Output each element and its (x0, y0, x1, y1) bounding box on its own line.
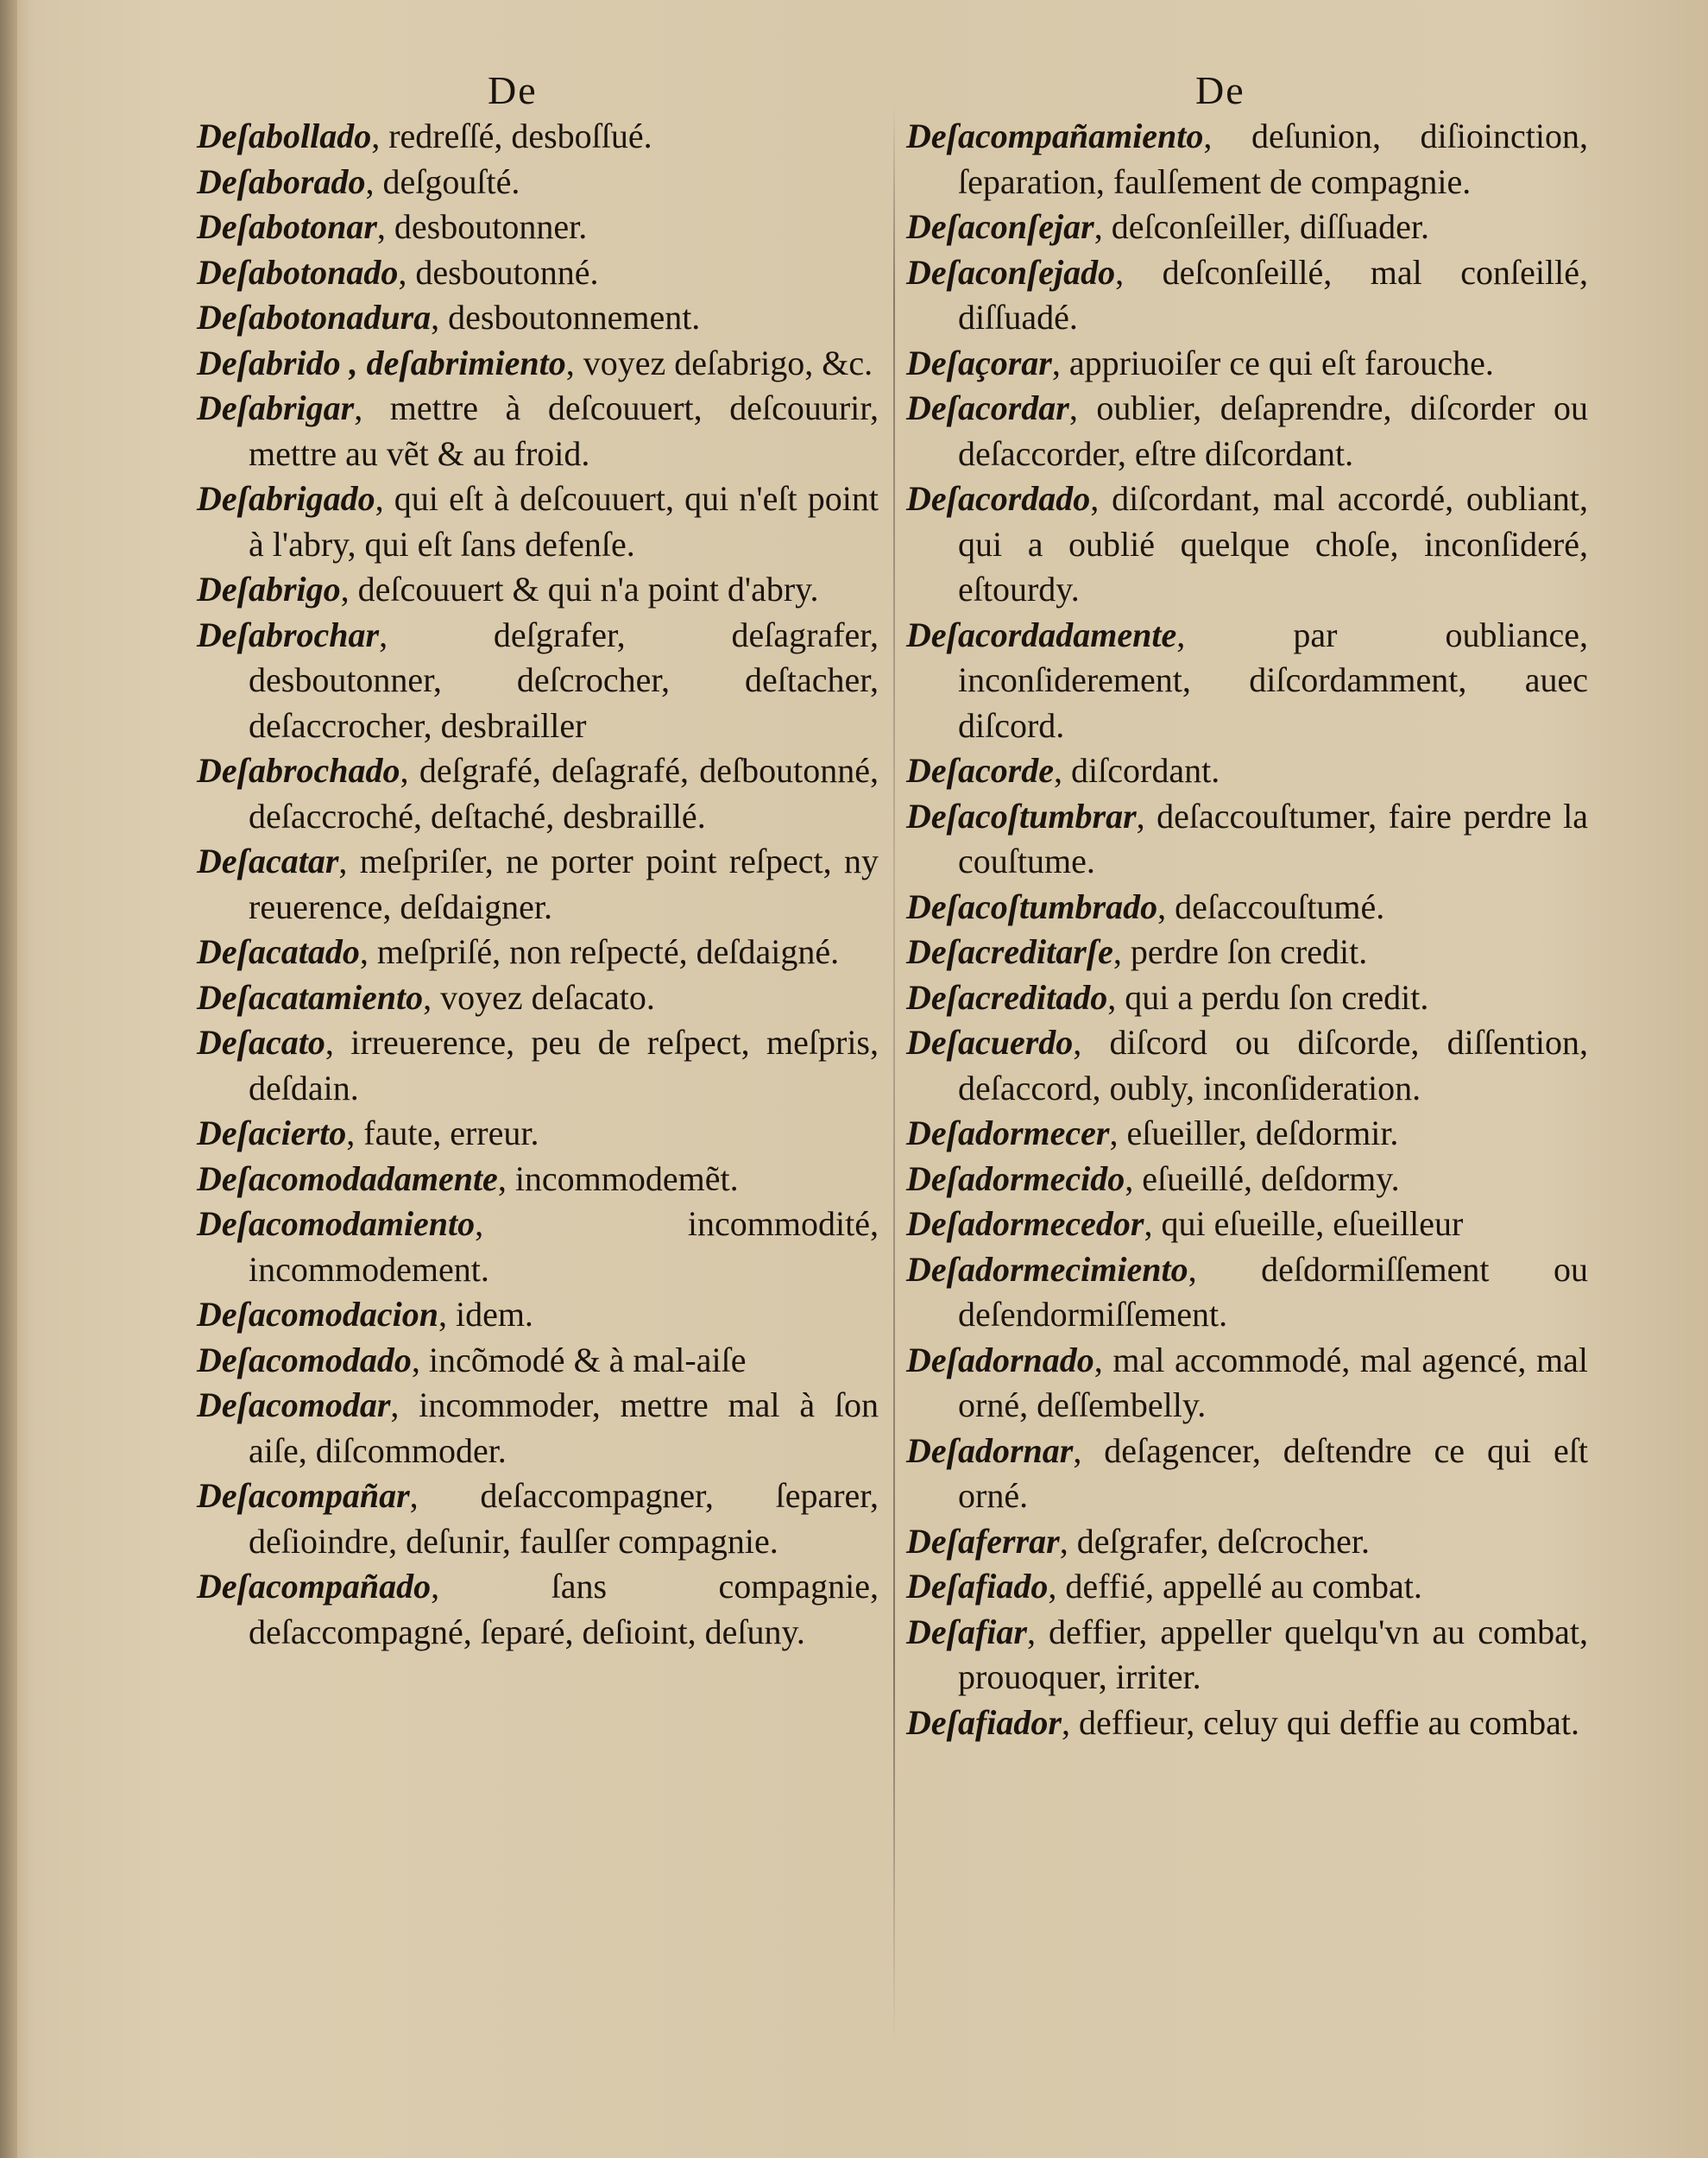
dictionary-entry (906, 1157, 1588, 1202)
entry-definition: , incommoder, mettre mal à ſon aiſe, diſcommoder. (249, 1385, 879, 1470)
entry-definition: , meſpriſé, non reſpecté, deſdaigné. (359, 932, 840, 971)
entry-definition: , deſaccompagner, ſeparer, deſioindre, deſunir, faulſer compagnie. (249, 1476, 879, 1561)
entry-definition: , deſdormiſſement ou deſendormiſſement. (958, 1249, 1588, 1334)
dictionary-entry (906, 975, 1588, 1021)
dictionary-entry (906, 1701, 1588, 1746)
entry-definition: , mettre à deſcouuert, deſcouurir, mettre au vẽt & au froid. (249, 388, 879, 473)
entry-definition: , qui a perdu ſon credit. (1107, 977, 1429, 1017)
entry-headword: Deſacompañamiento (906, 117, 1204, 155)
dictionary-entry (197, 341, 879, 387)
left-column-header: De (488, 68, 538, 112)
page-gutter-edge (0, 0, 17, 2158)
dictionary-entry (906, 1610, 1588, 1701)
entry-headword: Deſafiar (906, 1612, 1027, 1651)
dictionary-entry (197, 1020, 879, 1111)
dictionary-entry (197, 1157, 879, 1202)
dictionary-entry (197, 1338, 879, 1384)
dictionary-entry (197, 975, 879, 1021)
entry-definition: , oublier, deſaprendre, diſcorder ou deſaccorder, eſtre diſcordant. (958, 388, 1588, 473)
entry-headword: Deſabrochado (197, 751, 400, 790)
entry-headword: Deſacoſtumbrar (906, 796, 1137, 836)
dictionary-entry (906, 1020, 1588, 1111)
dictionary-entry (197, 1292, 879, 1338)
entry-definition: , diſcordant, mal accordé, oubliant, qui a oublié quelque choſe, inconſideré, eſtourdy. (958, 479, 1588, 609)
entry-headword: Deſadormecedor (906, 1204, 1144, 1243)
dictionary-entry (906, 1429, 1588, 1519)
dictionary-entry (906, 386, 1588, 476)
right-column-header: De (1195, 68, 1245, 112)
entry-headword: Deſaborado (197, 161, 366, 201)
entry-headword: Deſacordar (906, 388, 1069, 427)
entry-headword: Deſabrigado (197, 479, 375, 518)
entry-definition: , desboutonnement. (431, 298, 701, 337)
entry-headword: Deſacatamiento (197, 977, 424, 1017)
entry-definition: , idem. (438, 1295, 533, 1334)
dictionary-entry (906, 1519, 1588, 1565)
dictionary-entry (197, 748, 879, 839)
entry-definition: , faute, erreur. (346, 1114, 539, 1152)
entry-headword: Deſabotonadura (197, 298, 432, 337)
entry-headword: Deſabrigo (197, 570, 341, 609)
entry-headword: Deſaçorar (906, 343, 1052, 382)
entry-definition: , incõmodé & à mal-aiſe (411, 1340, 747, 1379)
entry-definition: , meſpriſer, ne porter point reſpect, ny reuerence, deſdaigner. (249, 842, 879, 926)
entry-headword: Deſacordado (906, 479, 1091, 518)
dictionary-entry (197, 930, 879, 975)
entry-definition: , deſgrafer, deſagrafer, desboutonner, deſcrocher, deſtacher, deſaccrocher, desbrailler (249, 615, 879, 745)
entry-definition: , deſaccouſtumer, faire perdre la couſtume. (958, 796, 1588, 880)
entry-definition: , deffier, appeller quelqu'vn au combat, prouoquer, irriter. (958, 1612, 1588, 1696)
dictionary-entry (906, 1111, 1588, 1157)
entry-headword: Deſacierto (197, 1114, 347, 1152)
entry-headword: Deſacordadamente (906, 615, 1177, 654)
entry-definition: , voyez deſabrigo, &c. (565, 343, 873, 382)
dictionary-entry (906, 748, 1588, 794)
entry-definition: , deffieur, celuy qui deffie au combat. (1061, 1702, 1579, 1742)
entry-headword: Deſafiado (906, 1567, 1049, 1606)
entry-definition: , deſconſeillé, mal conſeillé, diſſuadé. (958, 252, 1588, 337)
dictionary-entry (197, 386, 879, 476)
entry-definition: , incommodemẽt. (497, 1158, 739, 1198)
dictionary-entry (906, 476, 1588, 613)
entry-headword: Deſadormecimiento (906, 1249, 1188, 1289)
entry-definition: , diſcord ou diſcorde, diſſention, deſaccord, oubly, inconſideration. (958, 1023, 1588, 1107)
dictionary-entry (906, 205, 1588, 250)
dictionary-entry (197, 295, 879, 341)
column-divider (893, 104, 895, 2046)
right-column (906, 114, 1588, 1745)
dictionary-entry (197, 476, 879, 567)
entry-definition: , deſgouſté. (365, 161, 520, 201)
entry-headword: Deſadormecido (906, 1158, 1125, 1198)
dictionary-entry (197, 567, 879, 613)
entry-definition: , deſgrafer, deſcrocher. (1059, 1521, 1371, 1561)
dictionary-entry (197, 1111, 879, 1157)
entry-definition: , eſueiller, deſdormir. (1109, 1114, 1399, 1152)
dictionary-entry (197, 114, 879, 160)
entry-headword: Deſacomodadamente (197, 1158, 498, 1198)
dictionary-entry (906, 1338, 1588, 1429)
entry-headword: Deſacreditarſe (906, 932, 1113, 971)
dictionary-entry (197, 613, 879, 749)
dictionary-entry (906, 930, 1588, 975)
dictionary-entry (197, 839, 879, 930)
entry-definition: , irreuerence, peu de reſpect, meſpris, deſdain. (249, 1023, 879, 1107)
entry-headword: Deſacatado (197, 932, 360, 971)
entry-headword: Deſabrochar (197, 615, 380, 654)
entry-headword: Deſabotonado (197, 252, 399, 292)
entry-headword: Deſabrido , deſabrimiento (197, 343, 566, 382)
dictionary-entry (197, 160, 879, 205)
entry-headword: Deſabollado (197, 117, 372, 155)
dictionary-entry (906, 1202, 1588, 1247)
dictionary-entry (906, 794, 1588, 885)
entry-definition: , perdre ſon credit. (1112, 932, 1368, 971)
entry-definition: , diſcordant. (1054, 751, 1220, 790)
entry-definition: , deſgrafé, deſagrafé, deſboutonné, deſaccroché, deſtaché, desbraillé. (249, 751, 879, 836)
entry-headword: Deſacomodacion (197, 1295, 438, 1334)
entry-definition: , incommodité, incommodement. (249, 1204, 879, 1289)
entry-definition: , deſagencer, deſtendre ce qui eſt orné. (958, 1430, 1588, 1515)
entry-headword: Deſaconſejado (906, 252, 1116, 292)
entry-headword: Deſacompañado (197, 1567, 432, 1606)
entry-definition: , eſueillé, deſdormy. (1125, 1158, 1400, 1198)
entry-headword: Deſacoſtumbrado (906, 887, 1158, 926)
entry-headword: Deſadornar (906, 1430, 1074, 1470)
entry-definition: , deſaccouſtumé. (1157, 887, 1385, 926)
entry-headword: Deſafiador (906, 1702, 1062, 1742)
dictionary-entry (906, 1564, 1588, 1610)
entry-definition: , qui eſueille, eſueilleur (1144, 1204, 1464, 1243)
entry-definition: , qui eſt à deſcouuert, qui n'eſt point à l'abry, qui eſt ſans defenſe. (249, 479, 879, 564)
entry-headword: Deſacuerdo (906, 1023, 1074, 1062)
dictionary-entry (906, 341, 1588, 387)
dictionary-entry (906, 114, 1588, 205)
entry-headword: Deſacorde (906, 751, 1055, 790)
dictionary-entry (197, 1564, 879, 1655)
entry-definition: , ſans compagnie, deſaccompagné, ſeparé, deſioint, deſuny. (249, 1567, 879, 1651)
entry-headword: Deſacomodado (197, 1340, 412, 1379)
entry-headword: Deſabotonar (197, 207, 377, 246)
entry-headword: Deſacompañar (197, 1476, 410, 1515)
dictionary-entry (906, 250, 1588, 341)
entry-headword: Deſacomodamiento (197, 1204, 476, 1243)
dictionary-entry (906, 1247, 1588, 1338)
entry-definition: , mal accommodé, mal agencé, mal orné, deſſembelly. (958, 1340, 1588, 1424)
dictionary-entry (197, 205, 879, 250)
dictionary-entry (197, 1473, 879, 1564)
dictionary-entry (197, 1202, 879, 1292)
entry-definition: , appriuoiſer ce qui eſt farouche. (1051, 343, 1494, 382)
entry-headword: Deſacatar (197, 842, 339, 880)
entry-headword: Deſacato (197, 1023, 325, 1062)
entry-definition: , deffié, appellé au combat. (1048, 1567, 1422, 1606)
entry-headword: Deſacreditado (906, 977, 1108, 1017)
entry-definition: , desboutonné. (398, 252, 599, 292)
entry-headword: Deſabrigar (197, 388, 355, 427)
entry-headword: Deſaconſejar (906, 207, 1094, 246)
dictionary-entry (197, 1383, 879, 1473)
entry-headword: Deſadornado (906, 1340, 1094, 1379)
entry-headword: Deſadormecer (906, 1114, 1110, 1152)
entry-headword: Deſacomodar (197, 1385, 391, 1424)
entry-definition: , voyez deſacato. (423, 977, 655, 1017)
left-column (197, 114, 879, 1655)
entry-definition: , deſconſeiller, diſſuader. (1093, 207, 1429, 246)
entry-definition: , deſunion, diſioinction, ſeparation, faulſement de compagnie. (958, 117, 1588, 201)
entry-definition: , par oubliance, inconſiderement, diſcordamment, auec diſcord. (958, 615, 1588, 745)
dictionary-entry (906, 613, 1588, 749)
entry-headword: Deſaferrar (906, 1521, 1060, 1561)
entry-definition: , deſcouuert & qui n'a point d'abry. (340, 570, 819, 609)
dictionary-entry (197, 250, 879, 296)
entry-definition: , redreſſé, desboſſué. (371, 117, 652, 155)
entry-definition: , desboutonner. (376, 207, 588, 246)
dictionary-entry (906, 885, 1588, 931)
